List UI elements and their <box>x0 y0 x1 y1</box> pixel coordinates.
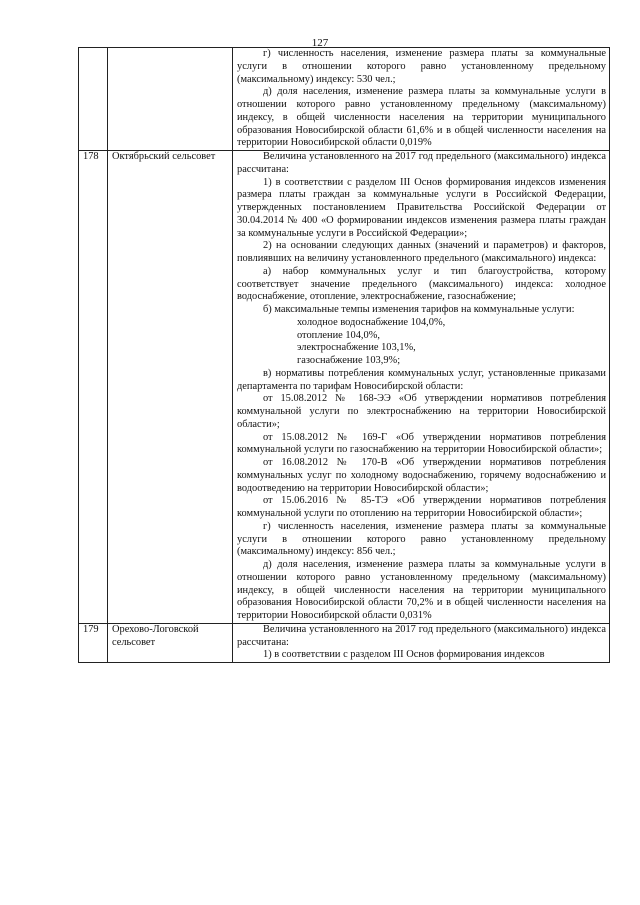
row-description <box>233 623 610 662</box>
paragraph: в) нормативы потребления коммунальных услуг, установленные приказами департамента по тарифам Новосибирской области: <box>237 367 606 392</box>
paragraph: г) численность населения, изменение размера платы за коммунальные услуги в отношении которого равно установленному предельному (максимальному) индексу: 856 чел.; <box>237 520 606 558</box>
paragraph: г) численность населения, изменение размера платы за коммунальные услуги в отношении которого равно установленному предельному (максимальному) индексу: 530 чел.; <box>237 48 606 85</box>
paragraph: от 15.08.2012 № 168-ЭЭ «Об утверждении нормативов потребления коммунальной услуги по электроснабжению на территории Новосибирской области»; <box>237 393 606 430</box>
table-row <box>79 151 610 624</box>
row-number: 178 <box>79 151 108 624</box>
index-table <box>78 47 610 663</box>
row-number: 179 <box>79 623 108 662</box>
paragraph: б) максимальные темпы изменения тарифов на коммунальные услуги: <box>263 304 575 315</box>
paragraph: от 15.06.2016 № 85-ТЭ «Об утверждении нормативов потребления коммунальной услуги по отоплению на территории Новосибирской области»; <box>237 495 606 519</box>
paragraph: от 16.08.2012 № 170-В «Об утверждении нормативов потребления коммунальных услуг по холодному водоснабжению, горячему водоснабжению и водоотведению на территории Новосибирской области»; <box>237 457 606 494</box>
paragraph: Величина установленного на 2017 год предельного (максимального) индекса рассчитана: <box>237 151 606 175</box>
paragraph: Величина установленного на 2017 год предельного (максимального) индекса рассчитана: <box>237 623 606 648</box>
page-number: 127 <box>311 37 329 49</box>
paragraph: д) доля населения, изменение размера платы за коммунальные услуги в отношении которого равно установленному предельному (максимальному) индексу, в общей численности населения на территории муниципального образования Новосибирской области 61,6% и в общей численности населения на территории Новосибирской области 0,019% <box>237 86 606 149</box>
paragraph: д) доля населения, изменение размера платы за коммунальные услуги в отношении которого равно установленному предельному (максимальному) индексу, в общей численности населения на территории муниципального образования Новосибирской области 70,2% и в общей численности населения на территории Новосибирской области 0,031% <box>237 559 606 621</box>
table-row <box>79 48 610 151</box>
municipality-name: Орехово-Логовской сельсовет <box>108 623 233 662</box>
municipality-name: Октябрьский сельсовет <box>108 151 233 624</box>
tariff-item: газоснабжение 103,9%; <box>297 355 401 366</box>
tariff-item: холодное водоснабжение 104,0%, <box>297 316 446 328</box>
municipality-name <box>108 48 233 151</box>
table-row <box>79 623 610 662</box>
row-description <box>233 48 610 151</box>
row-description <box>233 151 610 624</box>
paragraph: 1) в соответствии с разделом III Основ формирования индексов изменения размера платы граждан за коммунальные услуги в Российской Федерации, утвержденных постановлением Правительства Российской Федерации от 30.04.2014 № 400 «О формировании индексов изменения размера платы граждан за коммунальные услуги в Российской Федерации»; <box>237 176 606 239</box>
tariff-item: отопление 104,0%, <box>297 329 380 341</box>
paragraph: 2) на основании следующих данных (значений и параметров) и факторов, повлиявших на величину установленного предельного (максимального) индекса: <box>237 240 606 264</box>
paragraph: от 15.08.2012 № 169-Г «Об утверждении нормативов потребления коммунальной услуги по газоснабжению на территории Новосибирской области»; <box>237 431 606 456</box>
paragraph: а) набор коммунальных услуг и тип благоустройства, которому соответствует значение предельного (максимального) индекса: холодное водоснабжение, отопление, электроснабжение, газоснабжение; <box>237 265 606 303</box>
tariff-item: электроснабжение 103,1%, <box>297 342 416 354</box>
row-number <box>79 48 108 151</box>
paragraph: 1) в соответствии с разделом III Основ формирования индексов <box>263 649 545 661</box>
